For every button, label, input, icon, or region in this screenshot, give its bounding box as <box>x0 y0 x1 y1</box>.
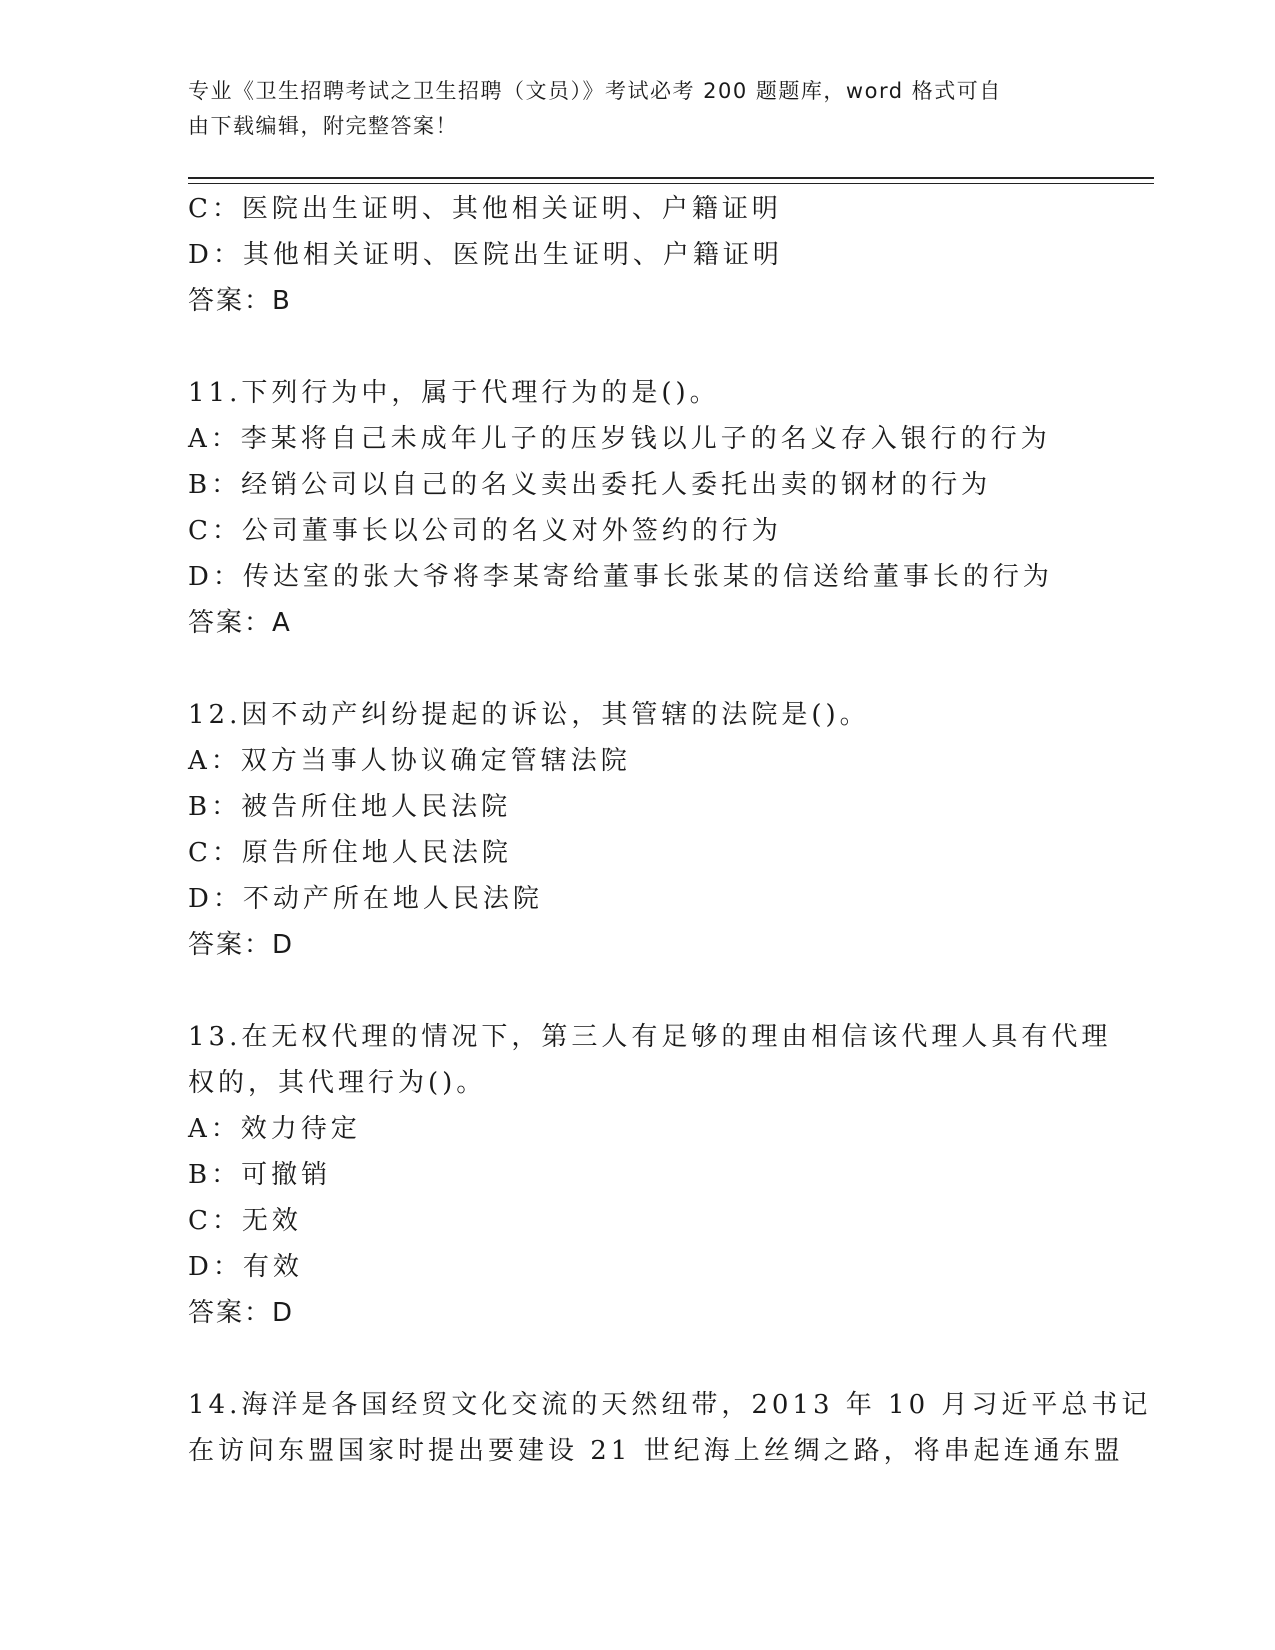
question-12 <box>188 692 1088 968</box>
question-stem: 14.海洋是各国经贸文化交流的天然纽带，2013 年 10 月习近平总书记 <box>188 1390 1152 1420</box>
answer-line: 答案：B <box>188 286 292 316</box>
answer-line: 答案：A <box>188 608 292 638</box>
question-13 <box>188 1014 1112 1336</box>
option-d: D：不动产所在地人民法院 <box>188 884 543 914</box>
spacer <box>188 324 1088 370</box>
option-a: A：双方当事人协议确定管辖法院 <box>188 746 631 776</box>
header-line-1: 专业《卫生招聘考试之卫生招聘（文员）》考试必考 200 题题库，word 格式可自 <box>188 79 1002 103</box>
option-a: A：效力待定 <box>188 1114 361 1144</box>
spacer <box>188 1336 1088 1382</box>
header-line-2: 由下载编辑，附完整答案！ <box>188 114 458 138</box>
document-header <box>188 74 1068 144</box>
option-c: C：无效 <box>188 1206 302 1236</box>
header-divider-thick <box>188 177 1154 179</box>
answer-line: 答案：D <box>188 930 295 960</box>
option-c: C：原告所住地人民法院 <box>188 838 512 868</box>
option-b: B：可撤销 <box>188 1160 332 1190</box>
header-divider-thin <box>188 183 1154 184</box>
question-stem: 13.在无权代理的情况下，第三人有足够的理由相信该代理人具有代理 <box>188 1022 1112 1052</box>
option-c: C：公司董事长以公司的名义对外签约的行为 <box>188 516 782 546</box>
question-list <box>188 186 1152 1474</box>
answer-line: 答案：D <box>188 1298 295 1328</box>
question-stem: 12.因不动产纠纷提起的诉讼，其管辖的法院是()。 <box>188 700 870 730</box>
question-stem-continued: 在访问东盟国家时提出要建设 21 世纪海上丝绸之路，将串起连通东盟 <box>188 1436 1124 1466</box>
option-b: B：经销公司以自己的名义卖出委托人委托出卖的钢材的行为 <box>188 470 992 500</box>
question-14 <box>188 1382 1152 1474</box>
option-d: D：传达室的张大爷将李某寄给董事长张某的信送给董事长的行为 <box>188 562 1053 592</box>
option-c: C：医院出生证明、其他相关证明、户籍证明 <box>188 194 782 224</box>
question-stem-continued: 权的，其代理行为()。 <box>188 1068 487 1098</box>
option-a: A：李某将自己未成年儿子的压岁钱以儿子的名义存入银行的行为 <box>188 424 1051 454</box>
option-b: B：被告所住地人民法院 <box>188 792 512 822</box>
option-d: D：其他相关证明、医院出生证明、户籍证明 <box>188 240 783 270</box>
question-11 <box>188 370 1088 646</box>
spacer <box>188 646 1088 692</box>
option-d: D：有效 <box>188 1252 303 1282</box>
question-stem: 11.下列行为中，属于代理行为的是()。 <box>188 378 720 408</box>
spacer <box>188 968 1088 1014</box>
question-continued <box>188 186 1088 324</box>
